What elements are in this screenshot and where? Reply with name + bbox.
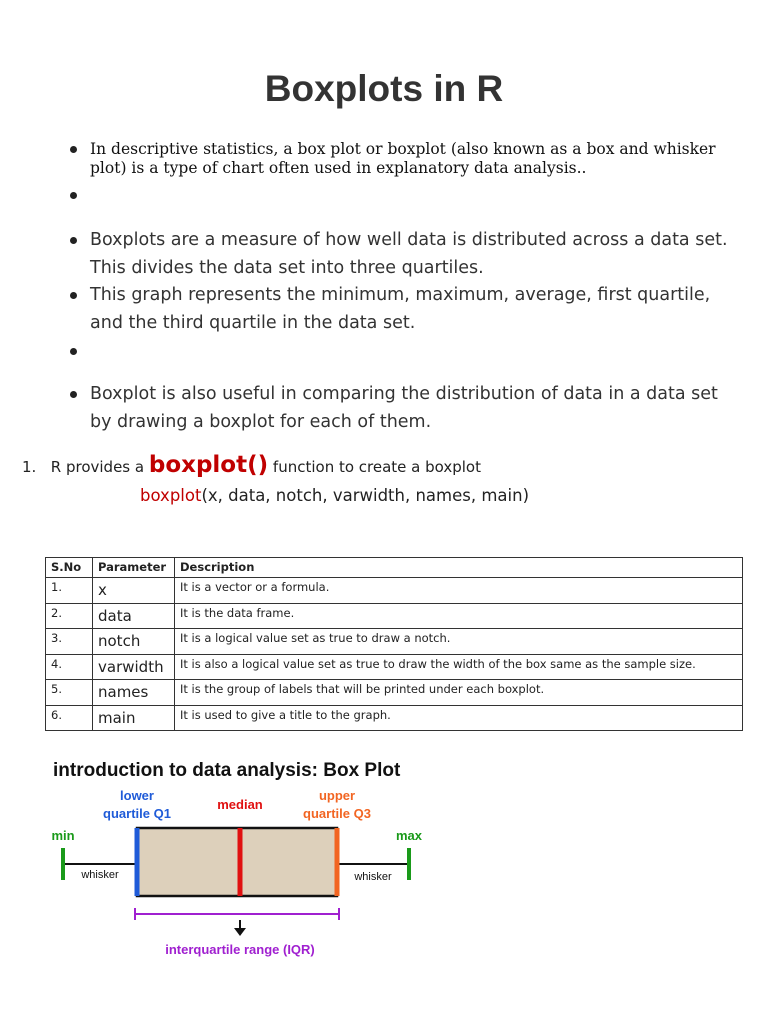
bullet-item: Boxplots are a measure of how well data is distributed across a data set. This divides the data set into three quartiles. [90, 226, 730, 282]
boxplot-diagram [45, 748, 430, 963]
cell-description: It is a vector or a formula. [175, 578, 743, 604]
bullet-item: This graph represents the minimum, maximum, average, first quartile, and the third quartile in the data set. [90, 281, 730, 337]
cell-description: It is the group of labels that will be printed under each boxplot. [175, 680, 743, 706]
cell-sno: 1. [46, 578, 93, 604]
iqr-label: interquartile range (IQR) [165, 942, 315, 957]
cell-parameter: varwidth [93, 654, 175, 680]
cell-description: It is also a logical value set as true to draw the width of the box same as the sample size. [175, 654, 743, 680]
cell-sno: 3. [46, 629, 93, 655]
header-parameter: Parameter [93, 558, 175, 578]
signature-fn: boxplot [140, 486, 202, 505]
page-title: Boxplots in R [264, 68, 504, 109]
cell-parameter: notch [93, 629, 175, 655]
bullet-item: Boxplot is also useful in comparing the distribution of data in a data set by drawing a boxplot for each of them. [90, 380, 730, 436]
signature-args: (x, data, notch, varwidth, names, main) [201, 486, 530, 505]
median-label: median [217, 797, 263, 812]
numbered-prefix: R provides a [50, 458, 145, 476]
cell-sno: 5. [46, 680, 93, 706]
table-row [46, 603, 743, 629]
parameter-table [45, 557, 743, 731]
cell-description: It is a logical value set as true to draw a notch. [175, 629, 743, 655]
cell-sno: 4. [46, 654, 93, 680]
max-label: max [395, 828, 423, 843]
numbered-item [22, 452, 481, 478]
bullet-item: In descriptive statistics, a box plot or boxplot (also known as a box and whisker plot) is a type of chart often used in explanatory data analysis.. [90, 140, 730, 178]
header-description: Description [175, 558, 743, 578]
diagram-title: introduction to data analysis: Box Plot [53, 760, 401, 781]
list-number: 1. [22, 458, 37, 476]
table-header-row [46, 558, 743, 578]
table-row [46, 578, 743, 604]
cell-parameter: data [93, 603, 175, 629]
cell-sno: 2. [46, 603, 93, 629]
cell-description: It is used to give a title to the graph. [175, 705, 743, 731]
lower-quartile-label: lower [120, 788, 154, 803]
upper-quartile-label: quartile Q3 [303, 806, 371, 821]
cell-parameter: x [93, 578, 175, 604]
cell-description: It is the data frame. [175, 603, 743, 629]
numbered-suffix: function to create a boxplot [272, 458, 481, 476]
table-row [46, 705, 743, 731]
cell-parameter: names [93, 680, 175, 706]
header-sno: S.No [46, 558, 93, 578]
table-row [46, 654, 743, 680]
cell-parameter: main [93, 705, 175, 731]
function-name: boxplot() [148, 452, 269, 478]
whisker-label-right: whisker [354, 871, 392, 883]
table-row [46, 680, 743, 706]
iqr-box [137, 828, 337, 896]
upper-quartile-label: upper [318, 788, 356, 803]
whisker-label-left: whisker [81, 869, 119, 881]
min-label: min [51, 828, 75, 843]
cell-sno: 6. [46, 705, 93, 731]
lower-quartile-label: quartile Q1 [103, 806, 171, 821]
function-signature [140, 486, 529, 505]
table-row [46, 629, 743, 655]
